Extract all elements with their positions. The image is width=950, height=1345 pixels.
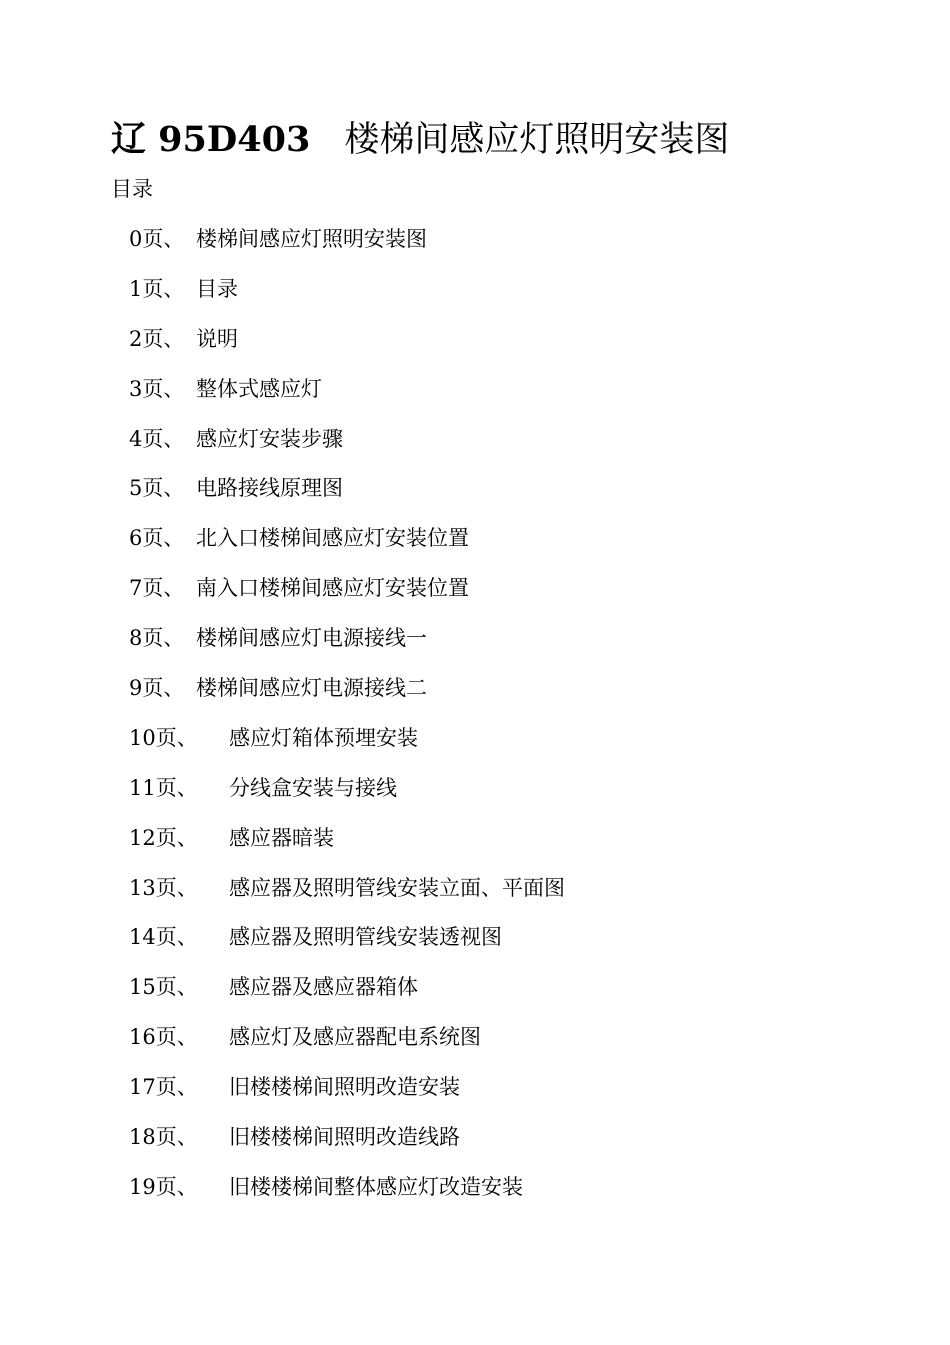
toc-title: 感应灯箱体预埋安装 xyxy=(229,725,418,750)
toc-title: 感应器暗装 xyxy=(229,825,334,850)
toc-item xyxy=(129,523,565,573)
toc-page-number: 2页、 xyxy=(129,326,185,351)
toc-item xyxy=(129,723,565,773)
toc-page-number: 6页、 xyxy=(129,526,185,551)
toc-page-number: 16页、 xyxy=(129,1025,198,1050)
document-code: 辽 95D403 xyxy=(111,119,311,160)
toc-item xyxy=(129,573,565,623)
document-title: 楼梯间感应灯照明安装图 xyxy=(344,120,730,160)
toc-page-number: 1页、 xyxy=(129,276,185,301)
toc-page-number: 5页、 xyxy=(129,476,185,501)
toc-item xyxy=(129,673,565,723)
toc-item xyxy=(129,374,565,424)
toc-title: 北入口楼梯间感应灯安装位置 xyxy=(196,526,469,551)
toc-heading: 目录 xyxy=(111,177,153,201)
toc-title: 旧楼楼梯间整体感应灯改造安装 xyxy=(229,1174,523,1199)
toc-title: 感应灯及感应器配电系统图 xyxy=(229,1025,481,1050)
toc-title: 感应器及感应器箱体 xyxy=(229,975,418,1000)
toc-page-number: 7页、 xyxy=(129,576,185,601)
toc-title: 感应灯安装步骤 xyxy=(196,426,343,451)
toc-page-number: 19页、 xyxy=(129,1174,198,1199)
toc-page-number: 3页、 xyxy=(129,376,185,401)
toc-title: 楼梯间感应灯照明安装图 xyxy=(196,227,427,251)
toc-item xyxy=(129,873,565,923)
toc-item xyxy=(129,274,565,324)
toc-item xyxy=(129,424,565,474)
toc-title: 分线盒安装与接线 xyxy=(229,775,397,800)
toc-title: 说明 xyxy=(196,326,238,351)
toc-item xyxy=(129,1072,565,1122)
toc-page-number: 0页、 xyxy=(129,227,185,251)
toc-title: 楼梯间感应灯电源接线一 xyxy=(196,626,427,651)
toc-page-number: 9页、 xyxy=(129,676,185,701)
toc-title: 目录 xyxy=(196,276,238,301)
toc-item xyxy=(129,773,565,823)
toc-item xyxy=(129,1172,565,1222)
toc-page-number: 10页、 xyxy=(129,725,198,750)
toc-title: 电路接线原理图 xyxy=(196,476,343,501)
toc-page-number: 14页、 xyxy=(129,925,198,950)
toc-page-number: 15页、 xyxy=(129,975,198,1000)
toc-title: 楼梯间感应灯电源接线二 xyxy=(196,676,427,701)
toc-page-number: 8页、 xyxy=(129,626,185,651)
toc-item xyxy=(129,922,565,972)
toc-page-number: 4页、 xyxy=(129,426,185,451)
toc-title: 旧楼楼梯间照明改造安装 xyxy=(229,1075,460,1100)
toc-page-number: 11页、 xyxy=(129,775,198,800)
toc-page-number: 12页、 xyxy=(129,825,198,850)
toc-item xyxy=(129,473,565,523)
toc-item xyxy=(129,823,565,873)
page-title xyxy=(111,116,729,164)
toc-page-number: 13页、 xyxy=(129,875,198,900)
toc-item xyxy=(129,1122,565,1172)
toc-item xyxy=(129,224,565,274)
toc-page-number: 17页、 xyxy=(129,1075,198,1100)
toc-list xyxy=(129,224,565,1222)
toc-item xyxy=(129,623,565,673)
toc-page-number: 18页、 xyxy=(129,1125,198,1150)
toc-item xyxy=(129,324,565,374)
toc-title: 感应器及照明管线安装立面、平面图 xyxy=(229,875,565,900)
toc-title: 旧楼楼梯间照明改造线路 xyxy=(229,1125,460,1150)
toc-title: 感应器及照明管线安装透视图 xyxy=(229,925,502,950)
toc-title: 南入口楼梯间感应灯安装位置 xyxy=(196,576,469,601)
toc-title: 整体式感应灯 xyxy=(196,376,322,401)
toc-item xyxy=(129,972,565,1022)
toc-item xyxy=(129,1022,565,1072)
